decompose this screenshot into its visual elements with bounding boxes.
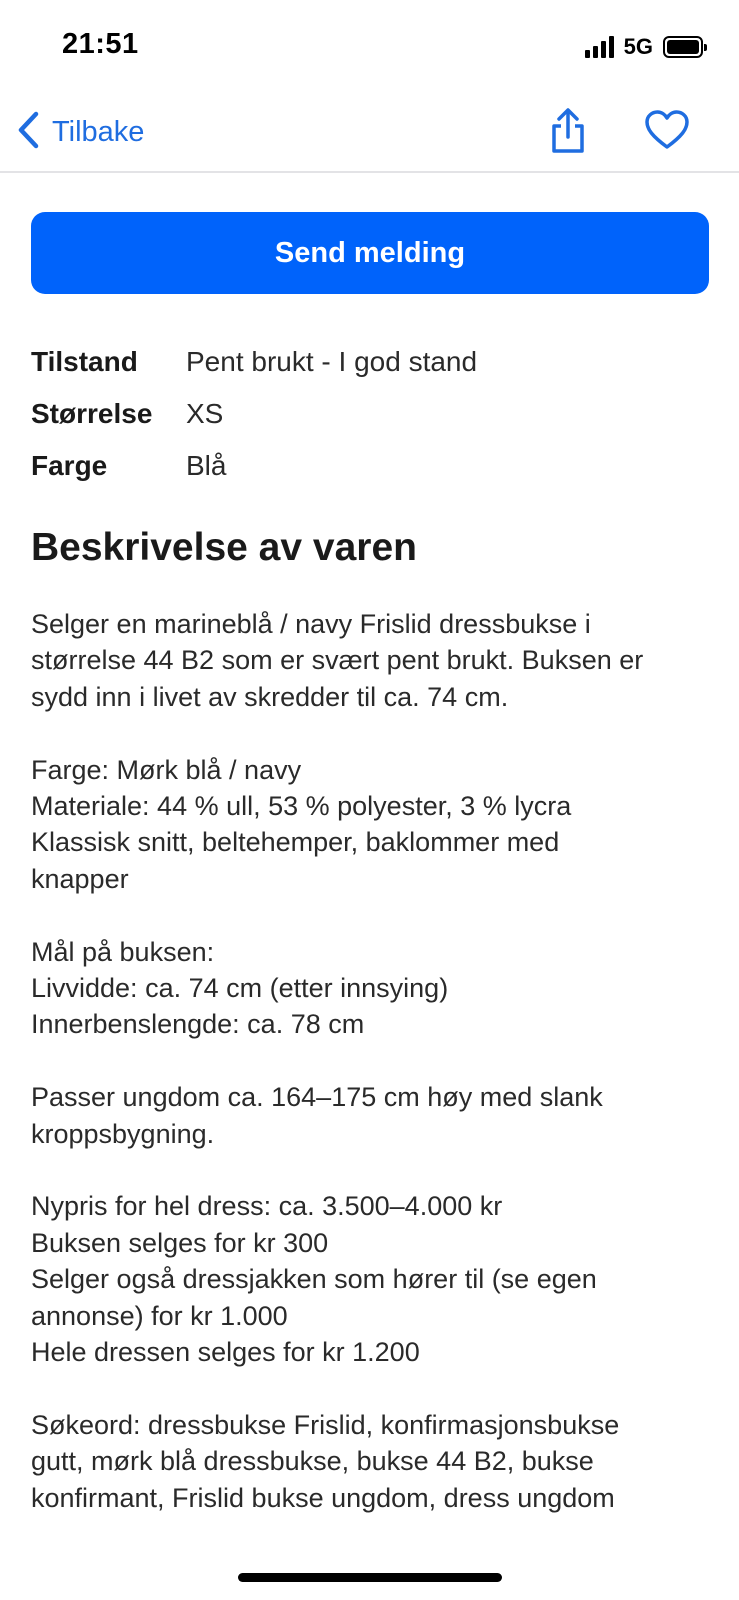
description-paragraph: [31, 934, 721, 1043]
cellular-signal-icon: [585, 36, 614, 58]
description-line: størrelse 44 B2 som er svært pent brukt. Buksen er: [31, 645, 644, 676]
heart-icon: [644, 138, 690, 155]
description-paragraph: [31, 1079, 721, 1152]
description-line: kroppsbygning.: [31, 1118, 215, 1149]
description-line: knapper: [31, 863, 129, 894]
share-button[interactable]: [548, 107, 588, 160]
description-line: gutt, mørk blå dressbukse, bukse 44 B2, bukse: [31, 1446, 594, 1477]
description-line: Hele dressen selges for kr 1.200: [31, 1337, 420, 1368]
description-line: Innerbenslengde: ca. 78 cm: [31, 1009, 365, 1040]
description-line: Selger også dressjakken som hører til (se egen: [31, 1264, 597, 1295]
attribute-value: Blå: [186, 450, 227, 481]
attribute-label: Tilstand: [31, 346, 138, 377]
attribute-value: Pent brukt - I god stand: [186, 346, 478, 377]
description-line: sydd inn i livet av skredder til ca. 74 cm.: [31, 681, 509, 712]
attribute-row-color: [31, 440, 711, 492]
description-line: Klassisk snitt, beltehemper, baklommer med: [31, 827, 560, 858]
status-time: 21:51: [62, 28, 139, 60]
description-line: Buksen selges for kr 300: [31, 1227, 329, 1258]
back-label: Tilbake: [52, 116, 145, 148]
description-paragraph: [31, 606, 721, 715]
send-message-button[interactable]: Send melding: [31, 212, 709, 294]
description-line: Nypris for hel dress: ca. 3.500–4.000 kr: [31, 1191, 503, 1222]
attribute-label: Farge: [31, 450, 108, 481]
description-body: [31, 606, 721, 1552]
attribute-label: Størrelse: [31, 398, 153, 429]
description-line: Søkeord: dressbukse Frislid, konfirmasjonsbukse: [31, 1409, 620, 1440]
share-icon: [548, 142, 588, 159]
description-line: annonse) for kr 1.000: [31, 1300, 288, 1331]
battery-icon: [663, 36, 703, 58]
description-line: Materiale: 44 % ull, 53 % polyester, 3 % lycra: [31, 791, 572, 822]
status-bar: [0, 0, 739, 95]
attribute-value: XS: [186, 398, 224, 429]
description-line: Passer ungdom ca. 164–175 cm høy med slank: [31, 1082, 603, 1113]
back-button[interactable]: [16, 109, 144, 156]
description-heading: Beskrivelse av varen: [31, 526, 417, 569]
description-paragraph: [31, 1188, 721, 1370]
description-line: Livvidde: ca. 74 cm (etter innsying): [31, 973, 449, 1004]
description-line: Selger en marineblå / navy Frislid dressbukse i: [31, 609, 591, 639]
attribute-row-size: [31, 388, 711, 440]
description-paragraph: [31, 1407, 721, 1516]
chevron-left-icon: [16, 109, 42, 156]
description-line: konfirmant, Frislid bukse ungdom, dress ungdom: [31, 1482, 615, 1513]
status-indicators: [585, 34, 703, 60]
home-indicator[interactable]: [238, 1573, 502, 1582]
item-attributes: [31, 336, 711, 492]
description-line: Mål på buksen:: [31, 936, 215, 967]
nav-bar: [0, 95, 739, 173]
description-line: Farge: Mørk blå / navy: [31, 754, 302, 785]
attribute-row-condition: [31, 336, 711, 388]
network-type: 5G: [623, 34, 653, 59]
favorite-button[interactable]: [644, 109, 690, 156]
description-paragraph: [31, 752, 721, 898]
